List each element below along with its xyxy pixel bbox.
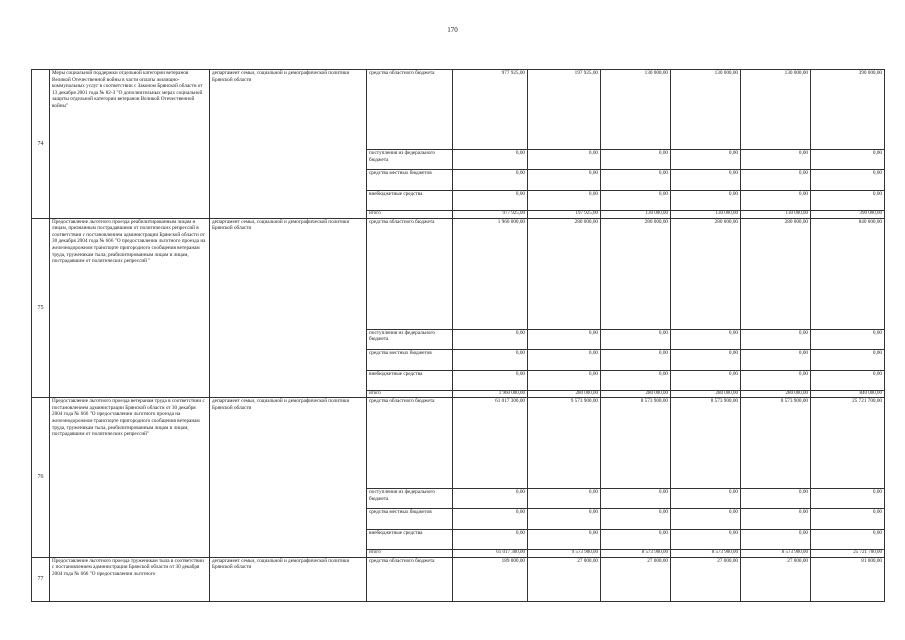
- page-number: 170: [447, 26, 458, 34]
- amount-cell: 8 573 900,00: [741, 398, 811, 489]
- amount-cell: 25 721 700,00: [811, 550, 885, 558]
- funding-source: поступления из федерального бюджета: [367, 329, 453, 349]
- amount-cell: 0,00: [811, 509, 885, 530]
- amount-cell: 0,00: [528, 191, 601, 211]
- amount-cell: 0,00: [671, 191, 741, 211]
- amount-cell: 0,00: [741, 509, 811, 530]
- funding-source: итого: [367, 550, 453, 558]
- amount-cell: 0,00: [811, 349, 885, 370]
- funding-source: внебюджетные средства: [367, 370, 453, 390]
- funding-source: средства областного бюджета: [367, 70, 453, 150]
- amount-cell: 0,00: [601, 150, 671, 170]
- amount-cell: 0,00: [741, 370, 811, 390]
- amount-cell: 0,00: [528, 329, 601, 349]
- measure-title: Предоставление льготного проезда труженикам тыла в соответствии с постановлением администрации Брянской области от 30 декабря 2004 года № 666 "О предоставлении льготного: [50, 557, 210, 601]
- row-number: 76: [32, 398, 50, 558]
- funding-source: средства областного бюджета: [367, 557, 453, 601]
- amount-cell: 0,00: [671, 489, 741, 509]
- funding-source: средства областного бюджета: [367, 218, 453, 329]
- amount-cell: 0,00: [528, 150, 601, 170]
- amount-cell: 27 000,00: [601, 557, 671, 601]
- amount-cell: 27 000,00: [528, 557, 601, 601]
- amount-cell: 0,00: [671, 530, 741, 550]
- amount-cell: 0,00: [601, 489, 671, 509]
- amount-cell: 0,00: [741, 191, 811, 211]
- amount-cell: 0,00: [601, 530, 671, 550]
- amount-cell: 977 925,00: [453, 70, 528, 150]
- amount-cell: 280 000,00: [741, 218, 811, 329]
- amount-cell: 0,00: [671, 509, 741, 530]
- amount-cell: 130 000,00: [601, 211, 671, 219]
- budget-table: [31, 69, 885, 602]
- amount-cell: 0,00: [601, 509, 671, 530]
- amount-cell: 130 000,00: [671, 211, 741, 219]
- amount-cell: 390 000,00: [811, 211, 885, 219]
- amount-cell: 81 000,00: [811, 557, 885, 601]
- executor: департамент семьи, социальной и демографической политики Брянской области: [210, 557, 367, 601]
- amount-cell: 8 573 900,00: [671, 550, 741, 558]
- amount-cell: 0,00: [671, 370, 741, 390]
- amount-cell: 0,00: [528, 509, 601, 530]
- table-row: [32, 70, 885, 150]
- amount-cell: 0,00: [671, 329, 741, 349]
- amount-cell: 840 000,00: [811, 218, 885, 329]
- executor: департамент семьи, социальной и демографической политики Брянской области: [210, 70, 367, 219]
- amount-cell: 8 573 900,00: [671, 398, 741, 489]
- amount-cell: 0,00: [453, 489, 528, 509]
- amount-cell: 61 017 300,00: [453, 550, 528, 558]
- amount-cell: 8 573 900,00: [741, 550, 811, 558]
- amount-cell: 280 000,00: [528, 218, 601, 329]
- amount-cell: 0,00: [741, 349, 811, 370]
- amount-cell: 280 000,00: [741, 390, 811, 398]
- amount-cell: 197 925,00: [528, 211, 601, 219]
- funding-source: итого: [367, 390, 453, 398]
- amount-cell: 0,00: [811, 191, 885, 211]
- amount-cell: 0,00: [453, 329, 528, 349]
- amount-cell: 0,00: [453, 530, 528, 550]
- table-row: [32, 557, 885, 601]
- measure-title: Предоставление льготного проезда реабилитированным лицам и лицам, признанным пострадавшими от политических репрессий в соответствии с постановлением администрации Брянской области от 30 декабря 2004 года № 666 "О предоставлении льготного проезда на железнодорожном транспорте пригородного сообщения ветеранам труда, труженикам тыла, реабилитированным лицам и лицам, пострадавшим от политических репрессий ": [50, 218, 210, 398]
- amount-cell: 197 925,00: [528, 70, 601, 150]
- amount-cell: 280 000,00: [671, 218, 741, 329]
- measure-title: Предоставление льготного проезда ветеранам труда в соответствии с постановлением администрации Брянской области от 30 декабря 2004 года № 666 "О предоставлении льготного проезда на железнодорожном транспорте пригородного сообщения ветеранам труда, труженикам тыла, реабилитированным лицам и лицам, пострадавшим от политических репрессий": [50, 398, 210, 558]
- amount-cell: 1 960 000,00: [453, 218, 528, 329]
- amount-cell: 0,00: [528, 370, 601, 390]
- amount-cell: 977 925,00: [453, 211, 528, 219]
- funding-source: средства местных бюджетов: [367, 170, 453, 191]
- funding-source: поступления из федерального бюджета: [367, 489, 453, 509]
- amount-cell: 840 000,00: [811, 390, 885, 398]
- amount-cell: 1 960 000,00: [453, 390, 528, 398]
- funding-source: средства местных бюджетов: [367, 349, 453, 370]
- amount-cell: 0,00: [671, 150, 741, 170]
- amount-cell: 130 000,00: [741, 211, 811, 219]
- amount-cell: 0,00: [811, 370, 885, 390]
- amount-cell: 280 000,00: [601, 390, 671, 398]
- amount-cell: 0,00: [601, 329, 671, 349]
- amount-cell: 280 000,00: [601, 218, 671, 329]
- amount-cell: 0,00: [811, 329, 885, 349]
- amount-cell: 0,00: [601, 370, 671, 390]
- amount-cell: 0,00: [453, 150, 528, 170]
- amount-cell: 130 000,00: [671, 70, 741, 150]
- executor: департамент семьи, социальной и демографической политики Брянской области: [210, 398, 367, 558]
- amount-cell: 280 000,00: [528, 390, 601, 398]
- amount-cell: 9 573 900,00: [528, 398, 601, 489]
- amount-cell: 0,00: [453, 170, 528, 191]
- amount-cell: 0,00: [453, 509, 528, 530]
- funding-source: итого: [367, 211, 453, 219]
- amount-cell: 9 573 900,00: [528, 550, 601, 558]
- amount-cell: 25 721 700,00: [811, 398, 885, 489]
- amount-cell: 0,00: [671, 349, 741, 370]
- amount-cell: 8 573 900,00: [601, 398, 671, 489]
- funding-source: средства местных бюджетов: [367, 509, 453, 530]
- amount-cell: 0,00: [453, 349, 528, 370]
- table-row: [32, 218, 885, 329]
- amount-cell: 0,00: [528, 170, 601, 191]
- amount-cell: 0,00: [601, 349, 671, 370]
- amount-cell: 27 000,00: [671, 557, 741, 601]
- amount-cell: 8 573 900,00: [601, 550, 671, 558]
- amount-cell: 0,00: [811, 150, 885, 170]
- amount-cell: 390 000,00: [811, 70, 885, 150]
- amount-cell: 0,00: [528, 349, 601, 370]
- executor: департамент семьи, социальной и демографической политики Брянской области: [210, 218, 367, 398]
- amount-cell: 0,00: [741, 150, 811, 170]
- row-number: 77: [32, 557, 50, 601]
- amount-cell: 0,00: [741, 530, 811, 550]
- amount-cell: 0,00: [741, 489, 811, 509]
- row-number: 74: [32, 70, 50, 219]
- amount-cell: 0,00: [601, 170, 671, 191]
- table-row: [32, 398, 885, 489]
- amount-cell: 130 000,00: [741, 70, 811, 150]
- amount-cell: 61 017 300,00: [453, 398, 528, 489]
- amount-cell: 0,00: [453, 370, 528, 390]
- amount-cell: 189 000,00: [453, 557, 528, 601]
- amount-cell: 130 000,00: [601, 70, 671, 150]
- amount-cell: 0,00: [453, 191, 528, 211]
- amount-cell: 0,00: [528, 530, 601, 550]
- amount-cell: 0,00: [811, 170, 885, 191]
- funding-source: поступления из федерального бюджета: [367, 150, 453, 170]
- amount-cell: 0,00: [811, 489, 885, 509]
- amount-cell: 0,00: [741, 329, 811, 349]
- amount-cell: 0,00: [528, 489, 601, 509]
- amount-cell: 0,00: [601, 191, 671, 211]
- funding-source: внебюджетные средства: [367, 530, 453, 550]
- amount-cell: 0,00: [671, 170, 741, 191]
- amount-cell: 280 000,00: [671, 390, 741, 398]
- funding-source: средства областного бюджета: [367, 398, 453, 489]
- row-number: 75: [32, 218, 50, 398]
- amount-cell: 0,00: [741, 170, 811, 191]
- amount-cell: 27 000,00: [741, 557, 811, 601]
- amount-cell: 0,00: [811, 530, 885, 550]
- funding-source: внебюджетные средства: [367, 191, 453, 211]
- measure-title: Меры социальной поддержки отдельной категории ветеранов Великой Отечественной войны в части оплаты жилищно-коммунальных услуг в соответствии с Законом Брянской области от 13 декабря 2001 года № 82-З "О дополнительных мерах социальной защиты отдельной категории ветеранов Великой Отечественной войны": [50, 70, 210, 219]
